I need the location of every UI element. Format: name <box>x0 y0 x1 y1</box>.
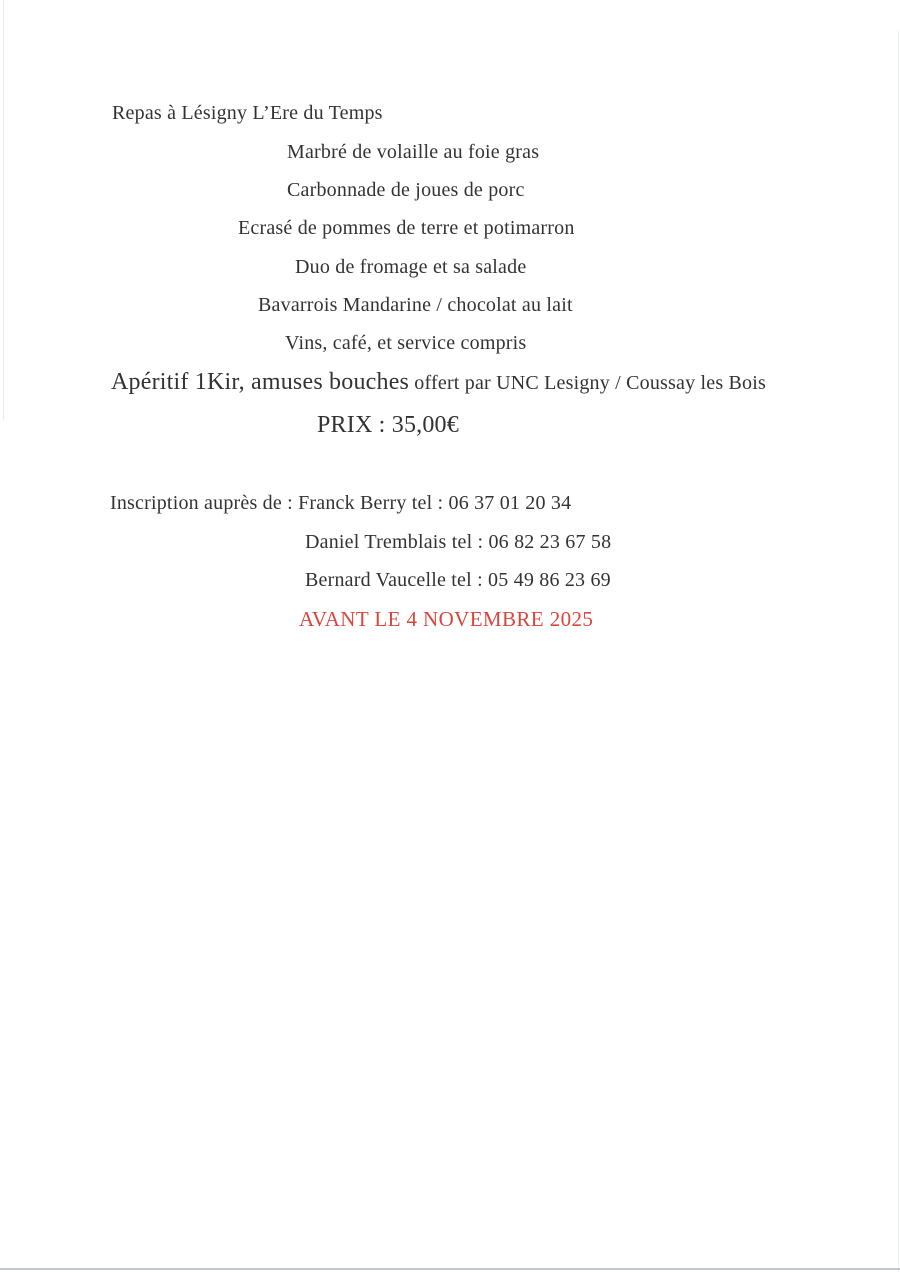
price-line <box>317 411 459 440</box>
registration-contact-1: Inscription auprès de : Franck Berry tel : 06 37 01 20 34 <box>110 492 572 514</box>
aperitif-offered-by-text: offert par UNC Lesigny / Coussay les Bois <box>409 372 766 394</box>
menu-item-cheese: Duo de fromage et sa salade <box>295 256 527 278</box>
registration-contact-3: Bernard Vaucelle tel : 05 49 86 23 69 <box>305 569 611 591</box>
scan-artifact-right-edge <box>898 30 899 1272</box>
menu-item-side: Ecrasé de pommes de terre et potimarron <box>238 217 575 239</box>
menu-item-drinks-included: Vins, café, et service compris <box>285 332 527 354</box>
menu-item-starter: Marbré de volaille au foie gras <box>287 141 540 163</box>
document-title: Repas à Lésigny L’Ere du Temps <box>112 102 383 124</box>
menu-item-main-course: Carbonnade de joues de porc <box>287 179 525 201</box>
aperitif-line <box>111 368 766 398</box>
price-value: 35,00€ <box>391 412 459 438</box>
registration-deadline: AVANT LE 4 NOVEMBRE 2025 <box>299 607 594 631</box>
scan-artifact-bottom-edge <box>0 1268 900 1270</box>
menu-item-dessert: Bavarrois Mandarine / chocolat au lait <box>258 294 573 316</box>
aperitif-main-text: Apéritif 1Kir, amuses bouches <box>111 369 410 395</box>
price-label: PRIX : <box>317 412 392 438</box>
scan-artifact-left-edge <box>3 0 4 420</box>
registration-contact-2: Daniel Tremblais tel : 06 82 23 67 58 <box>305 531 612 553</box>
